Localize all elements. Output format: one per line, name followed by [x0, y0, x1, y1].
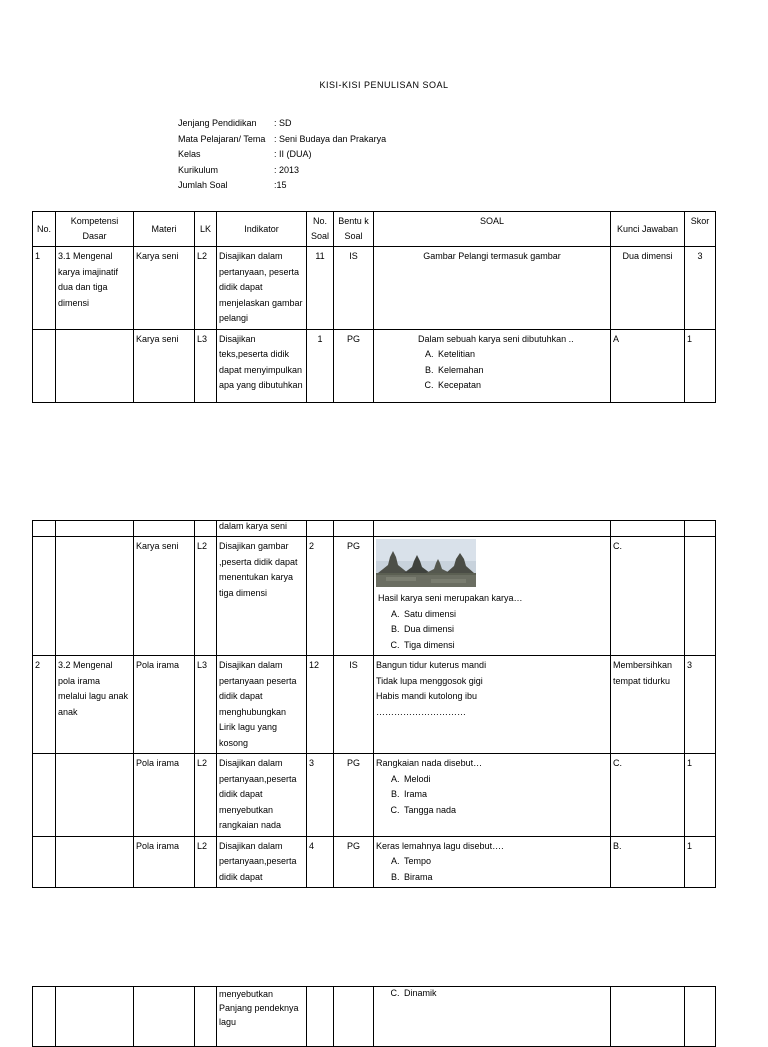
cell-soal [374, 521, 611, 537]
answer-option: B. Birama [402, 870, 608, 886]
cell-soal [374, 537, 611, 656]
cell-soal: Gambar Pelangi termasuk gambar [374, 247, 611, 330]
meta-value: :15 [274, 180, 287, 190]
meta-label: Mata Pelajaran/ Tema [178, 133, 266, 144]
cell-materi: Pola irama [134, 656, 195, 754]
cell-materi: Karya seni [134, 537, 195, 656]
cell-skor: 1 [685, 329, 716, 402]
cell-indikator: Disajikan gambar ,peserta didik dapat menentukan karya tiga dimensi [217, 537, 307, 656]
answer-option: B. Kelemahan [436, 363, 608, 379]
cell-soal [374, 987, 611, 1047]
cell-skor [685, 987, 716, 1047]
cell-no [33, 836, 56, 888]
cell-skor [685, 521, 716, 537]
cell-no-soal: 1 [307, 329, 334, 402]
cell-no-soal: 12 [307, 656, 334, 754]
cell-kunci [611, 987, 685, 1047]
header-lk: LK [195, 212, 217, 247]
table-row [33, 329, 716, 402]
cell-skor: 1 [685, 754, 716, 837]
cell-skor: 3 [685, 656, 716, 754]
cell-kompetensi-dasar: 3.1 Mengenal karya imajinatif dua dan tiga dimensi [56, 247, 134, 330]
answer-option: A. Tempo [402, 854, 608, 870]
answer-option: A. Melodi [402, 772, 608, 788]
meta-value: : 2013 [274, 164, 300, 175]
header-materi: Materi [134, 212, 195, 247]
question-text: Dalam sebuah karya seni dibutuhkan .. [418, 333, 574, 344]
meta-label: Kelas [178, 149, 201, 159]
table-row-continued [33, 521, 716, 537]
header-kunci-jawaban: Kunci Jawaban [611, 212, 685, 247]
cell-no-soal: 11 [307, 247, 334, 330]
meta-row [178, 165, 386, 181]
cell-kompetensi-dasar [56, 521, 134, 537]
cell-soal [374, 836, 611, 888]
meta-label: Jenjang Pendidikan [178, 118, 257, 128]
cell-lk: L3 [195, 656, 217, 754]
answer-options [376, 772, 608, 819]
cell-kunci: C. [611, 537, 685, 656]
cell-lk: L3 [195, 329, 217, 402]
cell-materi: Karya seni [134, 329, 195, 402]
answer-option: A. Satu dimensi [402, 607, 608, 623]
header-skor: Skor [685, 212, 716, 247]
cell-bentuk-soal: PG [334, 329, 374, 402]
header-kompetensi-dasar: Kompetensi Dasar [56, 212, 134, 247]
kisi-table-page-1 [32, 211, 716, 403]
cell-soal: Bangun tidur kuterus mandi Tidak lupa menggosok gigi Habis mandi kutolong ibu ………………………… [374, 656, 611, 754]
cell-skor: 1 [685, 836, 716, 888]
cell-bentuk-soal: IS [334, 656, 374, 754]
cell-no [33, 754, 56, 837]
cell-lk [195, 987, 217, 1047]
meta-value: : II (DUA) [274, 149, 312, 159]
table-row [33, 656, 716, 754]
cell-bentuk-soal: PG [334, 537, 374, 656]
document-meta [178, 118, 386, 196]
cell-lk: L2 [195, 247, 217, 330]
answer-options [418, 347, 608, 394]
answer-option: C. Kecepatan [436, 378, 608, 394]
header-bentuk-soal: Bentu k Soal [334, 212, 374, 247]
cell-bentuk-soal: IS [334, 247, 374, 330]
cell-kunci: Membersihkan tempat tidurku [611, 656, 685, 754]
cell-bentuk-soal: PG [334, 754, 374, 837]
cell-no-soal [307, 987, 334, 1047]
answer-option: A. Ketelitian [436, 347, 608, 363]
cell-materi [134, 987, 195, 1047]
meta-label: Kurikulum [178, 164, 219, 175]
cell-kompetensi-dasar [56, 329, 134, 402]
question-text: Keras lemahnya lagu disebut…. [376, 840, 504, 851]
cell-no [33, 329, 56, 402]
kisi-table-page-3 [32, 986, 716, 1047]
question-text: Hasil karya seni merupakan karya… [378, 593, 523, 603]
answer-option: C. Tangga nada [402, 803, 608, 819]
meta-row [178, 118, 386, 134]
table-row [33, 836, 716, 888]
cell-bentuk-soal [334, 521, 374, 537]
answer-options [376, 987, 608, 999]
cell-materi [134, 521, 195, 537]
cell-indikator: Disajikan teks,peserta didik dapat menyimpulkan apa yang dibutuhkan [217, 329, 307, 402]
table-row [33, 754, 716, 837]
cell-kompetensi-dasar: 3.2 Mengenal pola irama melalui lagu anak anak [56, 656, 134, 754]
header-soal: SOAL [374, 212, 611, 247]
answer-option: B. Irama [402, 787, 608, 803]
meta-row [178, 134, 386, 150]
cell-indikator: dalam karya seni [217, 521, 307, 537]
cell-lk: L2 [195, 836, 217, 888]
cell-indikator: Disajikan dalam pertanyaan,peserta didik dapat [217, 836, 307, 888]
meta-row [178, 149, 386, 165]
header-no-soal: No. Soal [307, 212, 334, 247]
cell-kompetensi-dasar [56, 537, 134, 656]
cell-materi: Pola irama [134, 836, 195, 888]
question-text: Rangkaian nada disebut… [376, 758, 483, 768]
cell-kunci: B. [611, 836, 685, 888]
meta-label: Jumlah Soal [178, 180, 228, 190]
cell-lk: L2 [195, 537, 217, 656]
kisi-table-page-2 [32, 520, 716, 888]
cell-kompetensi-dasar [56, 836, 134, 888]
table-row [33, 537, 716, 656]
table-row-continued [33, 987, 716, 1047]
cell-indikator: Disajikan dalam pertanyaan,peserta didik dapat menyebutkan rangkaian nada [217, 754, 307, 837]
cell-no: 2 [33, 656, 56, 754]
cell-lk [195, 521, 217, 537]
header-no: No. [33, 212, 56, 247]
cell-kompetensi-dasar [56, 754, 134, 837]
cell-kunci [611, 521, 685, 537]
cell-no-soal [307, 521, 334, 537]
cell-kompetensi-dasar [56, 987, 134, 1047]
table-header-row [33, 212, 716, 247]
cell-soal [374, 329, 611, 402]
answer-options [376, 854, 608, 885]
cell-bentuk-soal: PG [334, 836, 374, 888]
meta-value: : SD [274, 118, 292, 128]
meta-row [178, 180, 386, 196]
table-row [33, 247, 716, 330]
cell-indikator: Disajikan dalam pertanyaan, peserta didik dapat menjelaskan gambar pelangi [217, 247, 307, 330]
cell-no-soal: 2 [307, 537, 334, 656]
cell-bentuk-soal [334, 987, 374, 1047]
answer-option: B. Dua dimensi [402, 622, 608, 638]
cell-skor: 3 [685, 247, 716, 330]
meta-value: : Seni Budaya dan Prakarya [274, 133, 387, 144]
document-title: KISI-KISI PENULISAN SOAL [319, 80, 449, 90]
cell-no-soal: 4 [307, 836, 334, 888]
cell-indikator: menyebutkan Panjang pendeknya lagu [217, 987, 307, 1047]
cell-skor [685, 537, 716, 656]
cell-soal [374, 754, 611, 837]
cell-kunci: Dua dimensi [611, 247, 685, 330]
answer-option: C. Tiga dimensi [402, 638, 608, 654]
cell-materi: Karya seni [134, 247, 195, 330]
cell-indikator: Disajikan dalam pertanyaan peserta didik dapat menghubungkan Lirik lagu yang kosong [217, 656, 307, 754]
cell-no: 1 [33, 247, 56, 330]
temple-photo [376, 539, 476, 587]
cell-materi: Pola irama [134, 754, 195, 837]
answer-option: C. Dinamik [402, 987, 608, 999]
header-indikator: Indikator [217, 212, 307, 247]
cell-lk: L2 [195, 754, 217, 837]
cell-no [33, 521, 56, 537]
cell-kunci: C. [611, 754, 685, 837]
cell-no [33, 987, 56, 1047]
answer-options [376, 607, 608, 654]
cell-kunci: A [611, 329, 685, 402]
cell-no-soal: 3 [307, 754, 334, 837]
cell-no [33, 537, 56, 656]
